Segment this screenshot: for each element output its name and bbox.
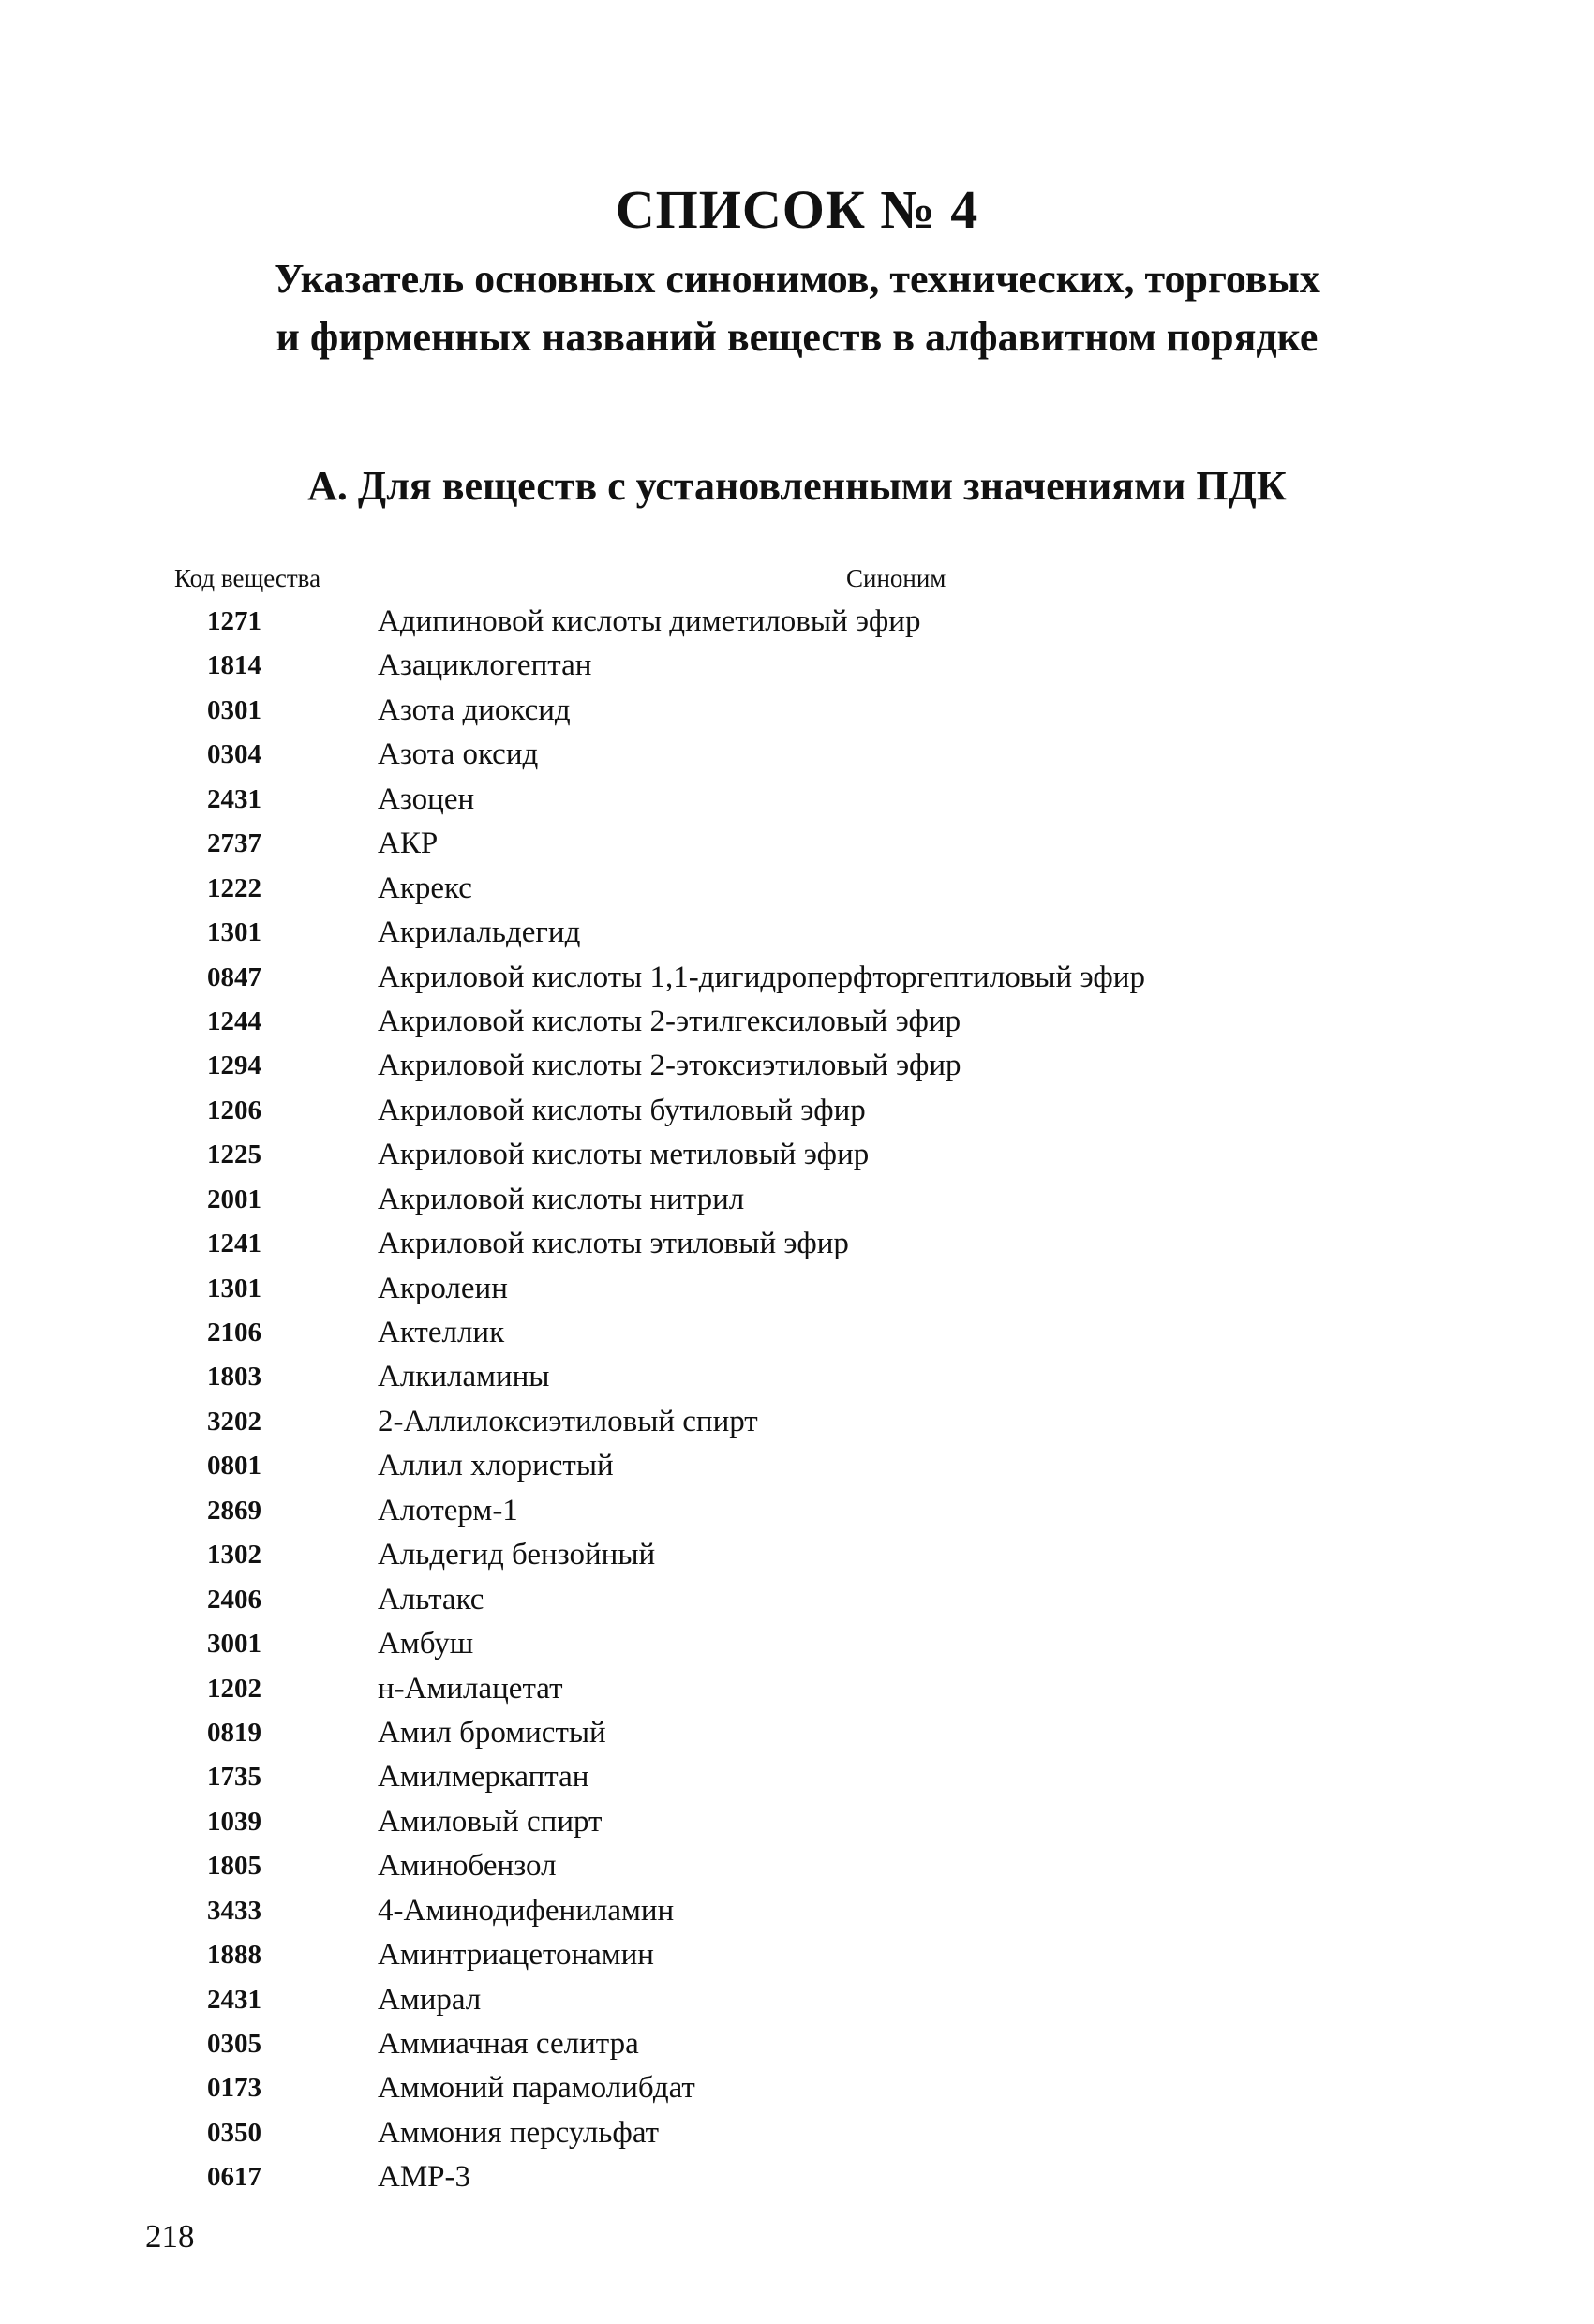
substance-synonym: Алотерм-1 [378, 1493, 518, 1527]
table-row [0, 1136, 1594, 1180]
table-row [0, 1892, 1594, 1936]
substance-synonym: Азациклогептан [378, 648, 592, 683]
table-row [0, 959, 1594, 1003]
substance-synonym: Акриловой кислоты метиловый эфир [378, 1138, 870, 1172]
substance-code: 1735 [207, 1762, 261, 1793]
substance-synonym: Акриловой кислоты 2-этоксиэтиловый эфир [378, 1049, 961, 1083]
substance-synonym: Алкиламины [378, 1360, 550, 1394]
substance-code: 1225 [207, 1140, 261, 1170]
substance-synonym: Амил бромистый [378, 1715, 606, 1750]
table-row [0, 1047, 1594, 1091]
substance-synonym: Аммония персульфат [378, 2115, 660, 2150]
table-row [0, 1714, 1594, 1758]
substance-code: 0305 [207, 2029, 261, 2059]
table-row [0, 1492, 1594, 1536]
substance-synonym: Акриловой кислоты этиловый эфир [378, 1227, 849, 1261]
substance-code: 3001 [207, 1629, 261, 1660]
substance-code: 1206 [207, 1095, 261, 1125]
substance-synonym: Акриловой кислоты бутиловый эфир [378, 1093, 866, 1127]
substance-code: 1241 [207, 1229, 261, 1259]
substance-code: 3202 [207, 1406, 261, 1437]
substance-code: 1814 [207, 650, 261, 681]
table-row [0, 1092, 1594, 1136]
substance-code: 1202 [207, 1673, 261, 1704]
section-heading: А. Для веществ с установленными значениями ПДК [307, 463, 1287, 509]
substance-code: 0173 [207, 2073, 261, 2104]
substance-code: 2001 [207, 1184, 261, 1214]
substance-synonym: Акриловой кислоты 2-этилгексиловый эфир [378, 1004, 961, 1038]
substance-synonym: 4-Аминодифениламин [378, 1893, 675, 1928]
table-row [0, 2114, 1594, 2158]
table-row [0, 1447, 1594, 1491]
table-row [0, 2025, 1594, 2069]
substance-code: 1039 [207, 1806, 261, 1837]
table-row [0, 736, 1594, 780]
substance-synonym: Актеллик [378, 1316, 505, 1349]
substance-synonym: АМР-3 [378, 2160, 471, 2195]
substance-code: 0301 [207, 694, 261, 725]
table-row [0, 1181, 1594, 1225]
substance-code: 1301 [207, 1273, 261, 1304]
substance-code: 1222 [207, 872, 261, 903]
substance-code: 2431 [207, 1984, 261, 2015]
substance-synonym: Альтакс [378, 1582, 484, 1616]
substance-synonym: Адипиновой кислоты диметиловый эфир [378, 604, 921, 638]
table-row [0, 1358, 1594, 1402]
substance-code: 1294 [207, 1050, 261, 1081]
table-row [0, 825, 1594, 869]
substance-code: 2737 [207, 828, 261, 859]
table-row [0, 1536, 1594, 1580]
substance-code: 2406 [207, 1584, 261, 1615]
substance-code: 1271 [207, 606, 261, 636]
table-row [0, 1625, 1594, 1669]
column-header-code: Код вещества [174, 564, 321, 592]
substance-code: 1803 [207, 1362, 261, 1393]
page-number: 218 [145, 2218, 195, 2255]
substance-code: 1805 [207, 1851, 261, 1882]
substance-synonym: Азоцен [378, 782, 475, 816]
table-row [0, 1758, 1594, 1802]
substance-synonym: Амилмеркаптан [378, 1760, 589, 1795]
page-subtitle-line-1: Указатель основных синонимов, технических, торговых [274, 256, 1320, 302]
column-header-synonym: Синоним [846, 564, 946, 592]
substance-synonym: Аминобензол [378, 1849, 557, 1884]
table-row [0, 1225, 1594, 1269]
substance-synonym: Акрекс [378, 871, 472, 905]
substance-code: 1888 [207, 1940, 261, 1971]
table-row [0, 647, 1594, 691]
table-row [0, 1803, 1594, 1847]
substance-code: 0819 [207, 1717, 261, 1748]
substance-synonym: Азота оксид [378, 737, 539, 772]
substance-code: 2431 [207, 783, 261, 814]
substance-synonym: Азота диоксид [378, 693, 571, 727]
substance-code: 1244 [207, 1006, 261, 1036]
substance-synonym: Аммиачная селитра [378, 2027, 639, 2061]
substance-synonym: Акролеин [378, 1271, 508, 1305]
substance-synonym: Аммоний парамолибдат [378, 2071, 695, 2106]
table-row [0, 603, 1594, 647]
substance-code: 1301 [207, 917, 261, 948]
table-row [0, 2069, 1594, 2113]
substance-code: 2869 [207, 1495, 261, 1526]
table-row [0, 914, 1594, 958]
substance-synonym: Акрилальдегид [378, 916, 581, 950]
substance-code: 0617 [207, 2162, 261, 2193]
page-subtitle-line-2: и фирменных названий веществ в алфавитном порядке [276, 314, 1318, 360]
substance-synonym: Амбуш [378, 1627, 474, 1661]
page-title: СПИСОК № 4 [615, 179, 979, 240]
table-row [0, 1936, 1594, 1980]
table-row [0, 1847, 1594, 1891]
table-row [0, 1314, 1594, 1358]
table-row [0, 692, 1594, 736]
substance-code: 3433 [207, 1895, 261, 1926]
substance-synonym: Альдегид бензойный [378, 1538, 656, 1572]
substance-synonym: н-Амилацетат [378, 1671, 563, 1706]
substance-synonym: Акриловой кислоты нитрил [378, 1182, 745, 1216]
table-row [0, 781, 1594, 825]
substance-code: 0801 [207, 1451, 261, 1482]
substance-code: 0350 [207, 2117, 261, 2148]
substance-code: 1302 [207, 1540, 261, 1571]
table-row [0, 1003, 1594, 1047]
substance-synonym: 2-Аллилоксиэтиловый спирт [378, 1404, 758, 1438]
substance-synonym: Аллил хлористый [378, 1449, 614, 1483]
substance-synonym: Амиловый спирт [378, 1804, 603, 1839]
substance-synonym: Аминтриацетонамин [378, 1938, 654, 1973]
table-row [0, 870, 1594, 914]
substance-code: 2106 [207, 1318, 261, 1348]
substance-synonym: АКР [378, 827, 439, 861]
table-row [0, 1403, 1594, 1447]
substance-code: 0304 [207, 739, 261, 770]
table-row [0, 2158, 1594, 2202]
table-row [0, 1981, 1594, 2025]
table-row [0, 1581, 1594, 1625]
substance-synonym: Акриловой кислоты 1,1-дигидроперфторгептиловый эфир [378, 960, 1145, 994]
substance-synonym: Амирал [378, 1982, 482, 2017]
substance-code: 0847 [207, 961, 261, 992]
synonym-table [0, 603, 1594, 2203]
table-row [0, 1670, 1594, 1714]
table-row [0, 1270, 1594, 1314]
